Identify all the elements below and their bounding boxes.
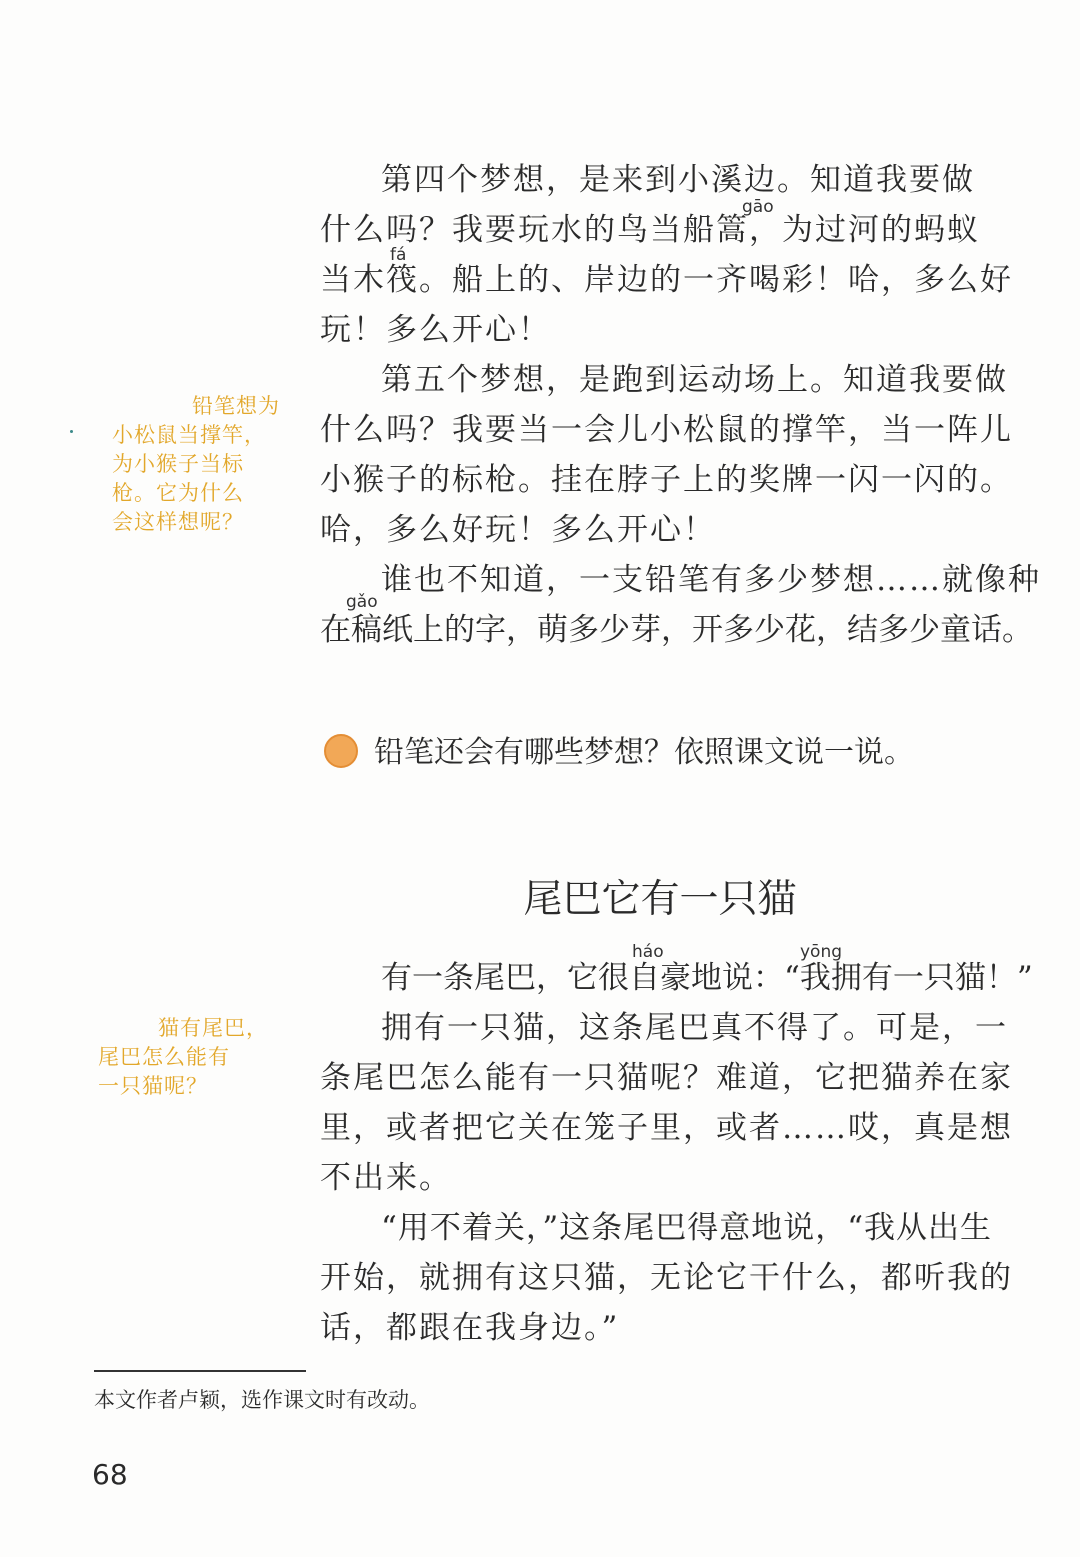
side-note-2-line-1: 猫有尾巴， bbox=[158, 1016, 268, 1040]
passage1-line-5: 第五个梦想，是跑到运动场上。知道我要做 bbox=[381, 362, 1008, 398]
pinyin-yong: yōng bbox=[800, 942, 843, 962]
side-note-tail bbox=[98, 1014, 268, 1101]
passage2-line-7: 开始，就拥有这只猫，无论它干什么，都听我的 bbox=[320, 1260, 1013, 1296]
passage1-line-9: 谁也不知道，一支铅笔有多少梦想……就像种 bbox=[381, 562, 1041, 598]
story-title: 尾巴它有一只猫 bbox=[523, 877, 797, 922]
passage1-line-3: 当木筏。船上的、岸边的一齐喝彩！哈，多么好 bbox=[320, 262, 1013, 298]
passage1-line-1: 第四个梦想，是来到小溪边。知道我要做 bbox=[381, 162, 975, 198]
passage1-line-7: 小猴子的标枪。挂在脖子上的奖牌一闪一闪的。 bbox=[320, 462, 1013, 498]
passage1-line-10: 在稿纸上的字，萌多少芽，开多少花，结多少童话。 bbox=[320, 612, 1033, 648]
passage2-line-2: 拥有一只猫，这条尾巴真不得了。可是，一 bbox=[381, 1010, 1008, 1046]
pinyin-hao: háo bbox=[632, 942, 664, 962]
side-note-1-line-3: 为小猴子当标 bbox=[112, 452, 244, 476]
question-text: 铅笔还会有哪些梦想？依照课文说一说。 bbox=[374, 735, 914, 770]
passage1-line-2: 什么吗？我要玩水的鸟当船篙，为过河的蚂蚁 bbox=[320, 212, 980, 248]
page-number: 68 bbox=[92, 1458, 128, 1491]
side-note-1-line-1: 铅笔想为 bbox=[192, 394, 280, 418]
side-note-1-line-4: 枪。它为什么 bbox=[112, 481, 244, 505]
footnote: 本文作者卢颖，选作课文时有改动。 bbox=[94, 1388, 430, 1412]
passage2-line-5: 不出来。 bbox=[320, 1160, 452, 1196]
side-note-pencil bbox=[112, 392, 280, 537]
passage2-line-1: 有一条尾巴，它很自豪地说：“我拥有一只猫！” bbox=[381, 960, 1033, 996]
passage1-line-8: 哈，多么好玩！多么开心！ bbox=[320, 512, 716, 548]
passage2-line-4: 里，或者把它关在笼子里，或者……哎，真是想 bbox=[320, 1110, 1013, 1146]
pinyin-gao-2: gǎo bbox=[346, 592, 378, 612]
passage1-line-4: 玩！多么开心！ bbox=[320, 312, 551, 348]
passage2-line-6: “用不着关，”这条尾巴得意地说，“我从出生 bbox=[381, 1210, 993, 1246]
pinyin-fa: fá bbox=[390, 245, 407, 265]
passage2-line-3: 条尾巴怎么能有一只猫呢？难道，它把猫养在家 bbox=[320, 1060, 1013, 1096]
question-icon bbox=[324, 734, 358, 768]
side-note-2-line-2: 尾巴怎么能有 bbox=[98, 1045, 230, 1069]
side-note-2-line-3: 一只猫呢？ bbox=[98, 1074, 208, 1098]
side-note-1-line-5: 会这样想呢？ bbox=[112, 510, 244, 534]
passage2-line-8: 话，都跟在我身边。” bbox=[320, 1310, 620, 1346]
pinyin-gao: gāo bbox=[742, 197, 774, 217]
side-note-1-line-2: 小松鼠当撑竿， bbox=[112, 423, 266, 447]
passage1-line-6: 什么吗？我要当一会儿小松鼠的撑竿，当一阵儿 bbox=[320, 412, 1013, 448]
speck-mark bbox=[70, 430, 73, 433]
footnote-rule bbox=[94, 1370, 306, 1372]
